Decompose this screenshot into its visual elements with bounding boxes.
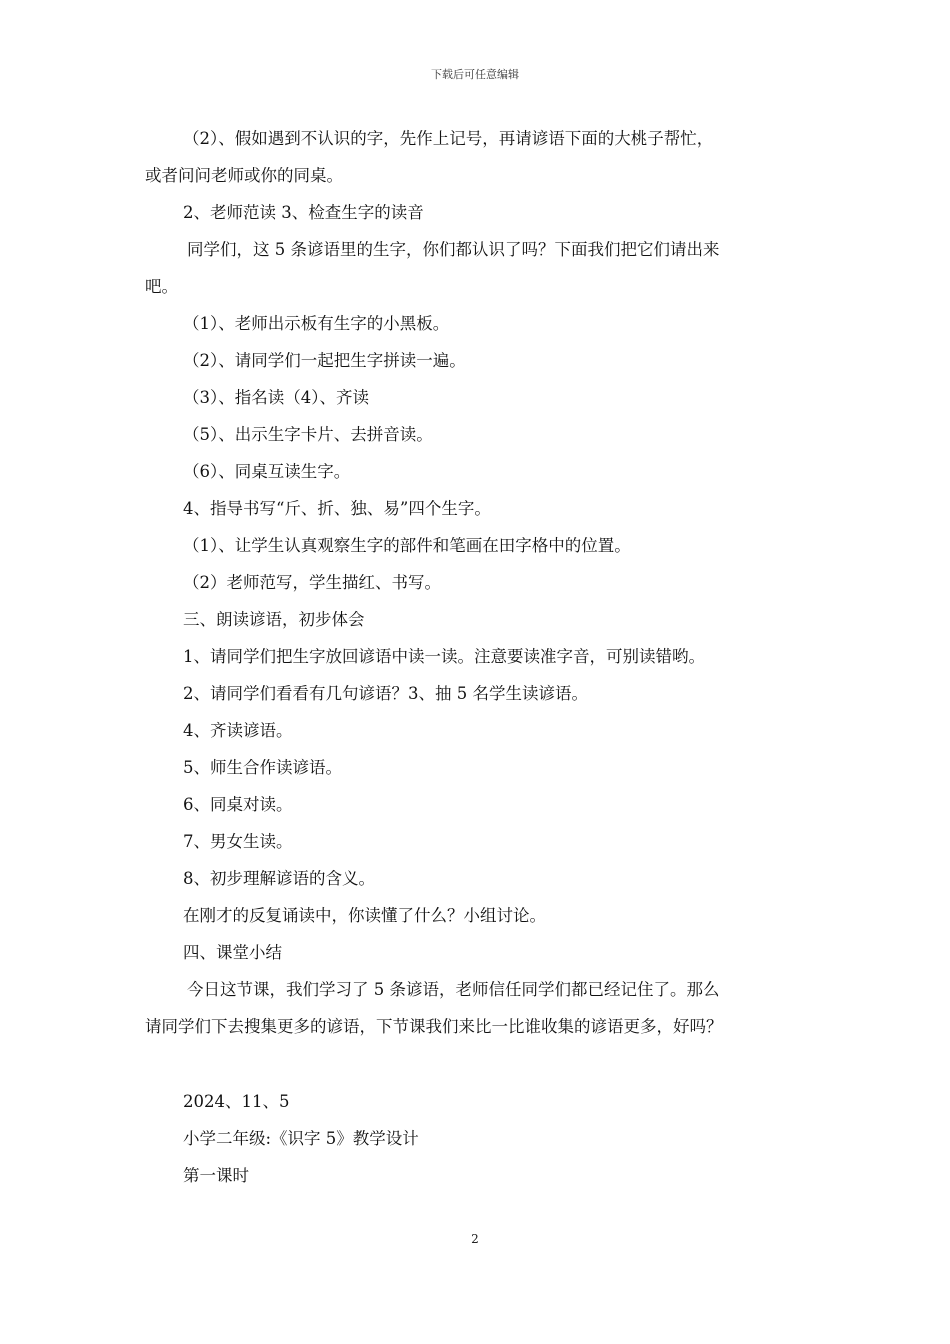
paragraph-line: 5、师生合作读谚语。: [183, 758, 342, 777]
paragraph-line: 2、请同学们看看有几句谚语？3、抽 5 名学生读谚语。: [183, 684, 588, 703]
paragraph-line: （2）老师范写，学生描红、书写。: [183, 573, 441, 592]
paragraph-line: （2）、请同学们一起把生字拼读一遍。: [183, 351, 466, 370]
section-heading: 三、朗读谚语，初步体会: [183, 610, 365, 629]
paragraph-line: 同学们，这 5 条谚语里的生字，你们都认识了吗？下面我们把它们请出来: [187, 240, 720, 259]
page-header: 下载后可任意编辑: [431, 68, 519, 81]
lesson-heading: 第一课时: [183, 1166, 249, 1185]
paragraph-line: 6、同桌对读。: [183, 795, 293, 814]
body-text: [145, 120, 810, 1194]
paragraph-line: （3）、指名读（4）、齐读: [183, 388, 369, 407]
page-number: 2: [471, 1232, 479, 1246]
paragraph-line: （5）、出示生字卡片、去拼音读。: [183, 425, 433, 444]
paragraph-line: （1）、让学生认真观察生字的部件和笔画在田字格中的位置。: [183, 536, 631, 555]
paragraph-line: 1、请同学们把生字放回谚语中读一读。注意要读准字音，可别读错哟。: [183, 647, 705, 666]
paragraph-line: 今日这节课，我们学习了 5 条谚语，老师信任同学们都已经记住了。那么: [187, 980, 720, 999]
paragraph-line: 在刚才的反复诵读中，你读懂了什么？小组讨论。: [183, 906, 546, 925]
paragraph-line: （6）、同桌互读生字。: [183, 462, 351, 481]
paragraph-line: 7、男女生读。: [183, 832, 293, 851]
paragraph-line: 8、初步理解谚语的含义。: [183, 869, 375, 888]
paragraph-line: 2、老师范读 3、检查生字的读音: [183, 203, 424, 222]
document-title: 小学二年级:《识字 5》教学设计: [183, 1129, 419, 1148]
paragraph-line: 吧。: [145, 277, 178, 296]
paragraph-line: 请同学们下去搜集更多的谚语，下节课我们来比一比谁收集的谚语更多，好吗？: [145, 1017, 723, 1036]
date-line: 2024、11、5: [183, 1092, 290, 1111]
paragraph-line: 4、指导书写“斤、折、独、易”四个生字。: [183, 499, 491, 518]
paragraph-line: （2）、假如遇到不认识的字，先作上记号，再请谚语下面的大桃子帮忙，: [183, 129, 714, 148]
paragraph-line: （1）、老师出示板有生字的小黑板。: [183, 314, 450, 333]
paragraph-line: 或者问问老师或你的同桌。: [145, 166, 343, 185]
paragraph-line: 4、齐读谚语。: [183, 721, 293, 740]
blank-line: [145, 1045, 810, 1083]
section-heading: 四、课堂小结: [183, 943, 282, 962]
